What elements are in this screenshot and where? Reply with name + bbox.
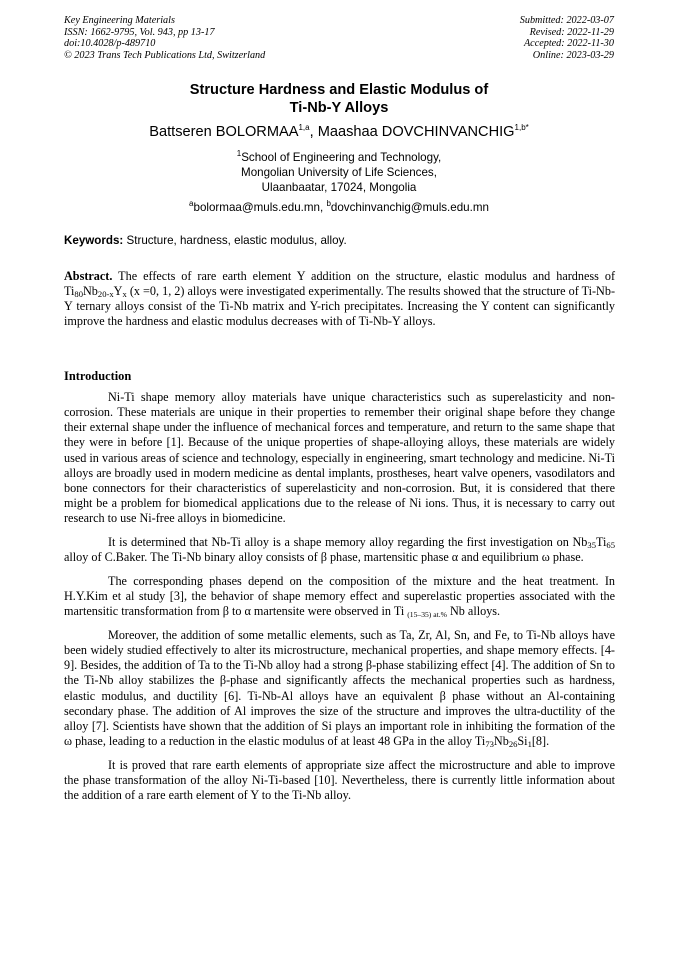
abstract: Abstract. The effects of rare earth element Y addition on the structure, elastic modulus and hardness of $Ti_{80}Nb_{20-x}Y_x$ (x =0, 1, 2) alloys were investigated experimentally. The results showed that the structure of Ti-Nb-Y ternary alloys consist of the Ti-Nb matrix and Y-rich precipitates. Increasing the Y content can significantly improve the hardness and elastic modulus decreases with of Ti-Nb-Y alloys. bbox=[64, 269, 615, 329]
intro-paragraph-3: The corresponding phases depend on the composition of the mixture and the heat treatment. In H.Y.Kim et al study [3], the behavior of shape memory effect and superelastic properties associated with the martensitic transformation from β to α martensite were observed in Ti (15–35) at.% Nb alloys. bbox=[64, 573, 615, 620]
affiliation-sup: 1 bbox=[236, 149, 242, 159]
author-emails: $^a$bolormaa@muls.edu.mn, $^b$dovchinvanchig@muls.edu.mn bbox=[189, 199, 489, 214]
date-submitted: Submitted: 2022-03-07 bbox=[519, 15, 614, 26]
intro-paragraph-4: Moreover, the addition of some metallic elements, such as Ta, Zr, Al, Sn, and Fe, to Ti-Nb alloys have been widely studied effectively to alter its microstructure, mechanical properties, and shape memory effects. [4-9]. Besides, the addition of Ta to the Ti-Nb alloy had a strong β-phase stabilizing effect [4]. The addition of Sn to the Ti-Nb alloy stabilizes the β-phase and significantly affects the mechanical properties such as hardness, elastic modulus, and ductility [6]. Ti-Nb-Al alloys have an equivalent β phase without an Al-containing secondary phase. The addition of Al improves the size of the structure and improves the ultra-ductility of the alloy [7]. Scientists have shown that the addition of Si plays an important role in inhibiting the formation of the ω phase, leading to a reduction in the elastic modulus of at least 48 GPa in the alloy $Ti_{73}Nb_{26}Si_1[8]$. bbox=[64, 627, 615, 750]
author-2-affil: 1,b* bbox=[514, 123, 529, 133]
email-b[interactable]: dovchinvanchig@muls.edu.mn bbox=[330, 201, 489, 214]
intro-paragraph-5: It is proved that rare earth elements of appropriate size affect the microstructure and able to improve the phase transformation of the alloy Ni-Ti-based [10]. Nevertheless, there is currently little information about the addition of a rare earth element of Y to the Ti-Nb alloy. bbox=[64, 757, 615, 803]
journal-name: Key Engineering Materials bbox=[64, 15, 175, 26]
introduction-body bbox=[64, 390, 615, 812]
intro-paragraph-1: Ni-Ti shape memory alloy materials have unique characteristics such as superelasticity and non-corrosion. These materials are unique in their properties to remember their original shape before they change their external shape under the influence of mechanical forces and temperature, and return to the same shape that they were in before [1]. Because of the unique properties of shape-alloying alloys, these materials are widely used in various areas of science and technology, especially in engineering, smart technology and medicine. Ni-Ti alloys are broadly used in modern medicine as dental implants, prostheses, heart valve openers, vasodilators and bone connectors for their characteristics of superelasticity and non-corrosion. But, it is considered that there might be a problem for biomedical applications due to the release of Ni ions. Thus, it is necessary to carry out research to use Ni-free alloys in biomedicine. bbox=[64, 390, 615, 526]
keywords-label: Keywords: bbox=[64, 234, 124, 247]
section-heading-introduction: Introduction bbox=[64, 369, 132, 383]
keywords-text: Structure, hardness, elastic modulus, alloy. bbox=[123, 234, 347, 247]
affiliation bbox=[0, 150, 678, 195]
email-b-sup: b bbox=[326, 199, 331, 209]
intro-paragraph-2: It is determined that Nb-Ti alloy is a shape memory alloy regarding the first investigation on $Nb_{35}Ti_{65}$ alloy of C.Baker. The Ti-Nb binary alloy consists of β phase, martensitic phase α and equilibrium ω phase. bbox=[64, 535, 615, 565]
affiliation-line-3: Ulaanbaatar, 17024, Mongolia bbox=[261, 181, 417, 194]
journal-issn: ISSN: 1662-9795, Vol. 943, pp 13-17 bbox=[64, 26, 215, 38]
date-accepted: Accepted: 2022-11-30 bbox=[523, 38, 614, 50]
journal-doi: doi:10.4028/p-489710 bbox=[64, 38, 156, 50]
title-line-2: Ti-Nb-Y Alloys bbox=[289, 99, 389, 116]
author-separator: , bbox=[309, 124, 318, 140]
abstract-label: Abstract. bbox=[64, 269, 113, 283]
affiliation-line-2: Mongolian University of Life Sciences, bbox=[241, 166, 437, 179]
author-list bbox=[0, 123, 678, 141]
author-2-name: Maashaa DOVCHINVANCHIG bbox=[317, 124, 515, 140]
paper-title bbox=[0, 82, 678, 117]
affiliation-line-1: $^1$School of Engineering and Technology, bbox=[236, 149, 442, 164]
submission-dates bbox=[520, 15, 614, 61]
journal-info bbox=[64, 15, 265, 61]
author-1-affil: 1,a bbox=[298, 123, 310, 133]
email-a-sup: a bbox=[189, 199, 194, 209]
date-online: Online: 2023-03-29 bbox=[532, 49, 614, 61]
title-line-1: Structure Hardness and Elastic Modulus of bbox=[189, 82, 489, 98]
email-a[interactable]: bolormaa@muls.edu.mn bbox=[193, 201, 320, 214]
author-1-name: Battseren BOLORMAA bbox=[149, 124, 299, 140]
keywords bbox=[64, 234, 620, 248]
journal-copyright: © 2023 Trans Tech Publications Ltd, Switzerland bbox=[64, 49, 266, 61]
date-revised: Revised: 2022-11-29 bbox=[529, 26, 614, 38]
